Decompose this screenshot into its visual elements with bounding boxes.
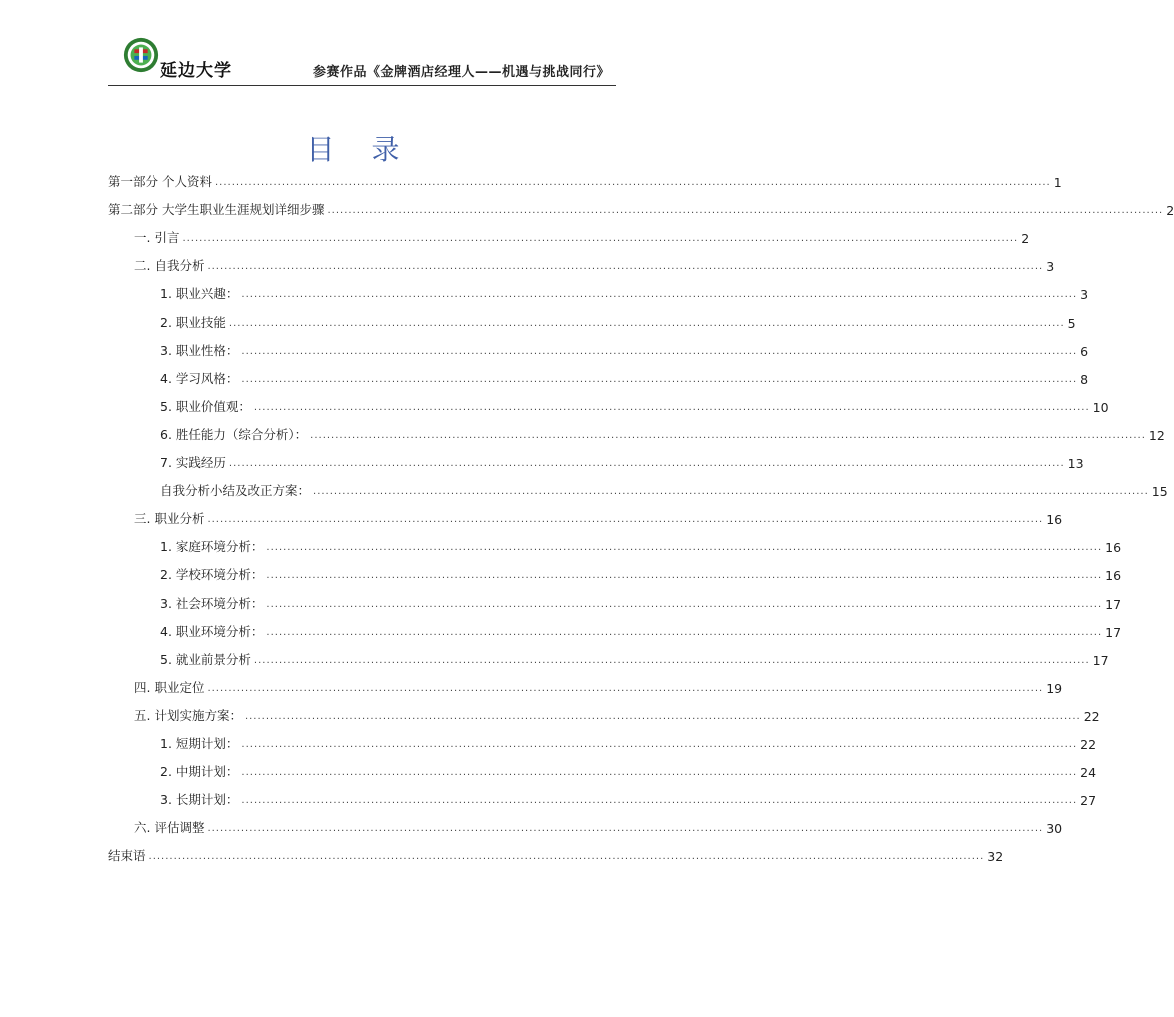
toc-dot-leader: ........................................................................................................................................................................................................ bbox=[241, 346, 1078, 357]
toc-entry-label: 第二部分 大学生职业生涯规划详细步骤 bbox=[108, 202, 325, 217]
toc-entry-label: 5. 职业价值观： bbox=[160, 399, 251, 414]
toc-entry-page: 6 bbox=[1080, 344, 1089, 359]
toc-dot-leader: ........................................................................................................................................................................................................ bbox=[207, 683, 1044, 694]
toc-entry-page: 2 bbox=[1166, 203, 1174, 218]
toc-entry[interactable] bbox=[160, 367, 1089, 387]
toc-entry-page: 12 bbox=[1148, 428, 1165, 443]
toc-entry-label: 四. 职业定位 bbox=[134, 680, 205, 695]
toc-entry-page: 2 bbox=[1021, 231, 1030, 246]
toc-dot-leader: ........................................................................................................................................................................................................ bbox=[266, 627, 1103, 638]
toc-entry[interactable] bbox=[134, 816, 1063, 836]
toc-entry-label: 二. 自我分析 bbox=[134, 258, 205, 273]
toc-entry-page: 22 bbox=[1080, 737, 1097, 752]
toc-entry-label: 4. 职业环境分析： bbox=[160, 624, 264, 639]
toc-entry[interactable] bbox=[160, 732, 1097, 752]
toc-entry-page: 3 bbox=[1046, 259, 1055, 274]
toc-entry-page: 3 bbox=[1080, 287, 1089, 302]
toc-entry[interactable] bbox=[160, 479, 1168, 499]
toc-entry[interactable] bbox=[160, 339, 1089, 359]
toc-dot-leader: ........................................................................................................................................................................................................ bbox=[214, 177, 1051, 188]
toc-entry[interactable] bbox=[160, 282, 1089, 302]
toc-entry[interactable] bbox=[160, 620, 1122, 640]
toc-entry[interactable] bbox=[160, 451, 1084, 471]
toc-entry-page: 5 bbox=[1067, 316, 1076, 331]
toc-entry[interactable] bbox=[134, 254, 1055, 274]
toc-entry[interactable] bbox=[160, 423, 1165, 443]
university-name: 延边大学 bbox=[160, 61, 232, 81]
toc-entry-label: 6. 胜任能力（综合分析）： bbox=[160, 427, 308, 442]
toc-entry[interactable] bbox=[160, 311, 1076, 331]
toc-entry-page: 15 bbox=[1151, 484, 1168, 499]
toc-entry-label: 结束语 bbox=[108, 848, 146, 863]
toc-entry[interactable] bbox=[160, 788, 1097, 808]
toc-entry-page: 1 bbox=[1053, 175, 1062, 190]
toc-entry-page: 13 bbox=[1067, 456, 1084, 471]
toc-dot-leader: ........................................................................................................................................................................................................ bbox=[241, 795, 1078, 806]
toc-entry-label: 1. 职业兴趣： bbox=[160, 286, 239, 301]
toc-dot-leader: ........................................................................................................................................................................................................ bbox=[241, 374, 1078, 385]
toc-dot-leader: ........................................................................................................................................................................................................ bbox=[266, 570, 1103, 581]
toc-entry[interactable] bbox=[134, 676, 1063, 696]
toc-entry-label: 1. 家庭环境分析： bbox=[160, 539, 264, 554]
toc-entry[interactable] bbox=[108, 170, 1062, 190]
toc-dot-leader: ........................................................................................................................................................................................................ bbox=[253, 655, 1090, 666]
toc-dot-leader: ........................................................................................................................................................................................................ bbox=[327, 205, 1164, 216]
toc-entry-page: 16 bbox=[1105, 568, 1122, 583]
header-work-title: 参赛作品《金牌酒店经理人——机遇与挑战同行》 bbox=[312, 65, 610, 80]
toc-entry-label: 第一部分 个人资料 bbox=[108, 174, 212, 189]
toc-entry[interactable] bbox=[108, 844, 1004, 864]
toc-dot-leader: ........................................................................................................................................................................................................ bbox=[266, 599, 1103, 610]
toc-entry-page: 16 bbox=[1046, 512, 1063, 527]
university-logo-icon bbox=[122, 36, 160, 74]
toc-dot-leader: ........................................................................................................................................................................................................ bbox=[228, 318, 1065, 329]
toc-entry[interactable] bbox=[160, 760, 1097, 780]
toc-entry-page: 27 bbox=[1080, 793, 1097, 808]
toc-entry-page: 24 bbox=[1080, 765, 1097, 780]
toc-entry-label: 3. 社会环境分析： bbox=[160, 596, 264, 611]
toc-dot-leader: ........................................................................................................................................................................................................ bbox=[207, 823, 1044, 834]
toc-dot-leader: ........................................................................................................................................................................................................ bbox=[244, 711, 1081, 722]
toc-entry-page: 17 bbox=[1105, 625, 1122, 640]
toc-dot-leader: ........................................................................................................................................................................................................ bbox=[313, 486, 1149, 497]
toc-entry[interactable] bbox=[160, 535, 1122, 555]
toc-entry[interactable] bbox=[108, 198, 1174, 218]
toc-entry-page: 17 bbox=[1105, 597, 1122, 612]
toc-entry-label: 5. 就业前景分析 bbox=[160, 652, 251, 667]
toc-entry-label: 7. 实践经历 bbox=[160, 455, 226, 470]
toc-dot-leader: ........................................................................................................................................................................................................ bbox=[241, 767, 1078, 778]
toc-entry-label: 2. 职业技能 bbox=[160, 315, 226, 330]
toc-entry-label: 3. 职业性格： bbox=[160, 343, 239, 358]
toc-entry-page: 10 bbox=[1092, 400, 1109, 415]
toc-entry[interactable] bbox=[134, 704, 1100, 724]
toc-dot-leader: ........................................................................................................................................................................................................ bbox=[253, 402, 1090, 413]
toc-entry[interactable] bbox=[160, 648, 1109, 668]
toc-entry-label: 自我分析小结及改正方案： bbox=[160, 483, 311, 498]
toc-entry-label: 五. 计划实施方案： bbox=[134, 708, 242, 723]
toc-entry[interactable] bbox=[160, 395, 1109, 415]
toc-dot-leader: ........................................................................................................................................................................................................ bbox=[266, 542, 1103, 553]
header-divider bbox=[108, 85, 616, 86]
toc-entry-label: 六. 评估调整 bbox=[134, 820, 205, 835]
toc-entry[interactable] bbox=[134, 226, 1030, 246]
toc-dot-leader: ........................................................................................................................................................................................................ bbox=[228, 458, 1065, 469]
toc-dot-leader: ........................................................................................................................................................................................................ bbox=[182, 233, 1019, 244]
toc-entry-label: 4. 学习风格： bbox=[160, 371, 239, 386]
toc-dot-leader: ........................................................................................................................................................................................................ bbox=[207, 514, 1044, 525]
toc-dot-leader: ........................................................................................................................................................................................................ bbox=[241, 289, 1078, 300]
page-header bbox=[108, 28, 616, 86]
toc-dot-leader: ........................................................................................................................................................................................................ bbox=[241, 739, 1078, 750]
toc-dot-leader: ........................................................................................................................................................................................................ bbox=[207, 261, 1044, 272]
toc-entry-page: 30 bbox=[1046, 821, 1063, 836]
toc-dot-leader: ........................................................................................................................................................................................................ bbox=[310, 430, 1146, 441]
toc-entry[interactable] bbox=[160, 563, 1122, 583]
toc-entry-page: 19 bbox=[1046, 681, 1063, 696]
toc-entry[interactable] bbox=[134, 507, 1063, 527]
toc-entry-page: 17 bbox=[1092, 653, 1109, 668]
toc-entry-label: 三. 职业分析 bbox=[134, 511, 205, 526]
toc-entry-page: 22 bbox=[1083, 709, 1100, 724]
toc-entry[interactable] bbox=[160, 592, 1122, 612]
toc-entry-page: 16 bbox=[1105, 540, 1122, 555]
toc-dot-leader: ........................................................................................................................................................................................................ bbox=[148, 851, 985, 862]
toc-entry-label: 3. 长期计划： bbox=[160, 792, 239, 807]
toc-entry-label: 2. 学校环境分析： bbox=[160, 567, 264, 582]
toc-title: 目 录 bbox=[306, 133, 414, 166]
toc-entry-label: 2. 中期计划： bbox=[160, 764, 239, 779]
toc-entry-label: 一. 引言 bbox=[134, 230, 180, 245]
toc-entry-page: 8 bbox=[1080, 372, 1089, 387]
toc-entry-label: 1. 短期计划： bbox=[160, 736, 239, 751]
toc-entry-page: 32 bbox=[987, 849, 1004, 864]
